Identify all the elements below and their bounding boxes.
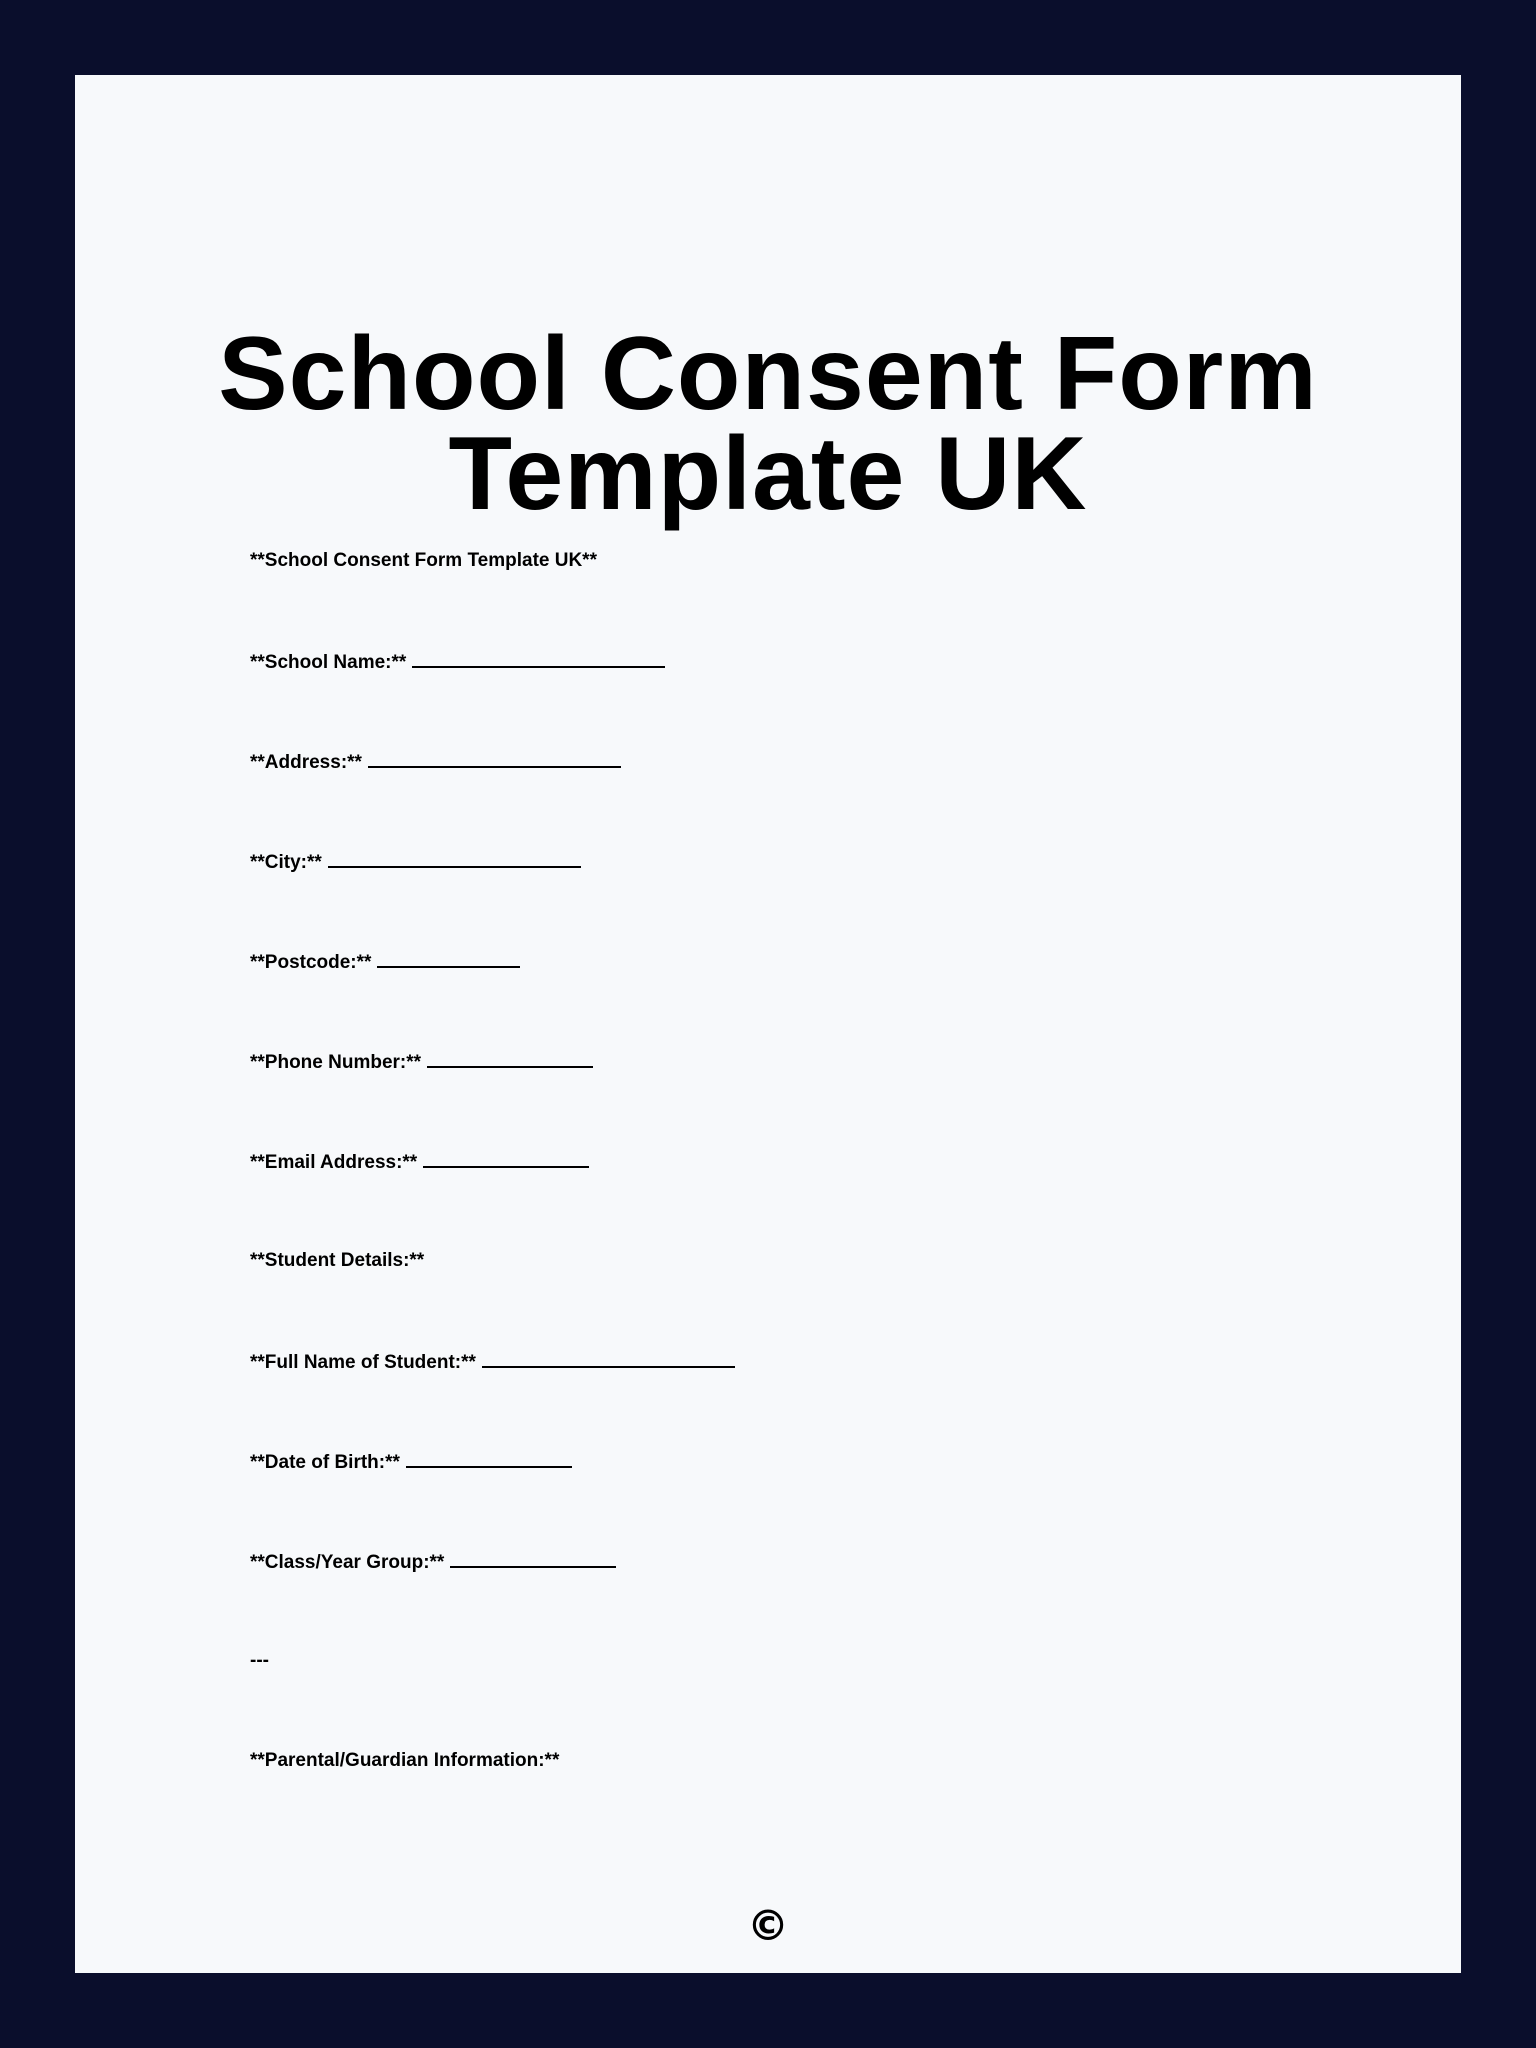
postcode-blank[interactable] [377, 949, 520, 968]
document-title [75, 316, 1461, 532]
school-name-blank[interactable] [412, 649, 665, 668]
field-address [250, 749, 621, 773]
separator-text: --- [250, 1650, 269, 1671]
separator [250, 1649, 269, 1673]
field-label: **Date of Birth:** [250, 1452, 400, 1473]
field-label: **Full Name of Student:** [250, 1352, 476, 1373]
email-address-blank[interactable] [423, 1149, 589, 1168]
field-postcode [250, 949, 520, 973]
field-label: **Postcode:** [250, 952, 372, 973]
section-parental-guardian [250, 1749, 559, 1773]
field-date-of-birth [250, 1449, 572, 1473]
section-heading: **Parental/Guardian Information:** [250, 1750, 560, 1771]
field-label: **School Name:** [250, 652, 407, 673]
title-line-2: Template UK [448, 416, 1088, 532]
document-page [75, 75, 1461, 1973]
form-heading [250, 549, 597, 573]
date-of-birth-blank[interactable] [406, 1449, 572, 1468]
student-full-name-blank[interactable] [482, 1349, 735, 1368]
field-label: **Email Address:** [250, 1152, 418, 1173]
section-heading: **Student Details:** [250, 1250, 425, 1271]
field-student-full-name [250, 1349, 735, 1373]
field-school-name [250, 649, 665, 673]
form-heading-text: **School Consent Form Template UK** [250, 550, 597, 571]
field-label: **City:** [250, 852, 322, 873]
field-label: **Phone Number:** [250, 1052, 422, 1073]
class-year-group-blank[interactable] [450, 1549, 616, 1568]
field-city [250, 849, 581, 873]
field-label: **Class/Year Group:** [250, 1552, 445, 1573]
city-blank[interactable] [328, 849, 581, 868]
field-label: **Address:** [250, 752, 362, 773]
title-line-1: School Consent Form [218, 316, 1318, 432]
section-student-details [250, 1249, 424, 1273]
address-blank[interactable] [368, 749, 621, 768]
copyright-icon: © [747, 1901, 789, 1950]
field-class-year-group [250, 1549, 616, 1573]
field-phone-number [250, 1049, 593, 1073]
phone-number-blank[interactable] [427, 1049, 593, 1068]
field-email-address [250, 1149, 589, 1173]
